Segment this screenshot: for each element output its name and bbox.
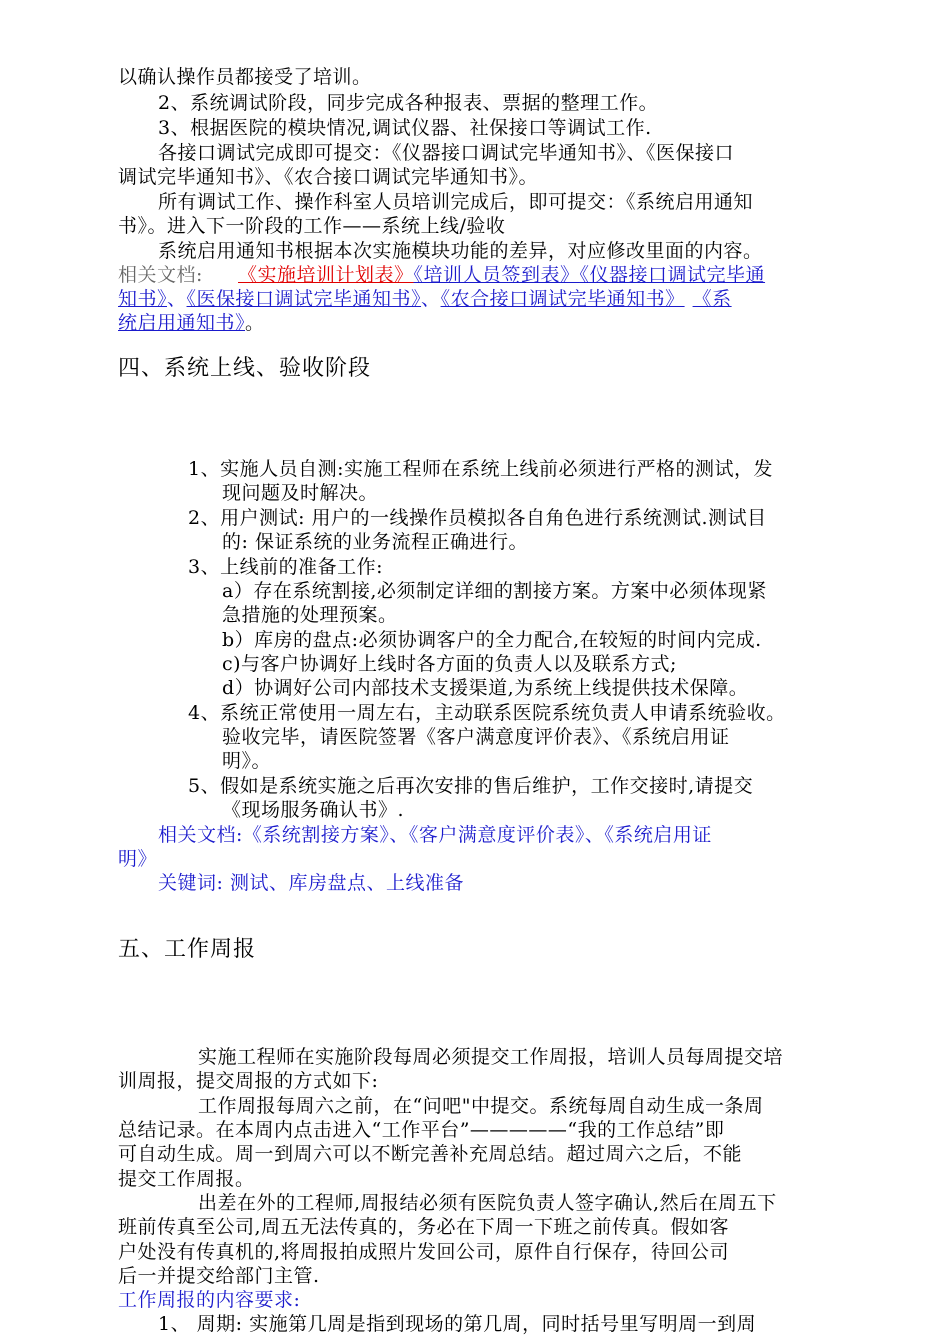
keywords-go-live: 关键词: 测试、库房盘点、上线准备: [158, 872, 464, 894]
paragraph-weekly-2-4: 提交工作周报。: [118, 1168, 255, 1190]
paragraph-weekly-3-2: 班前传真至公司,周五无法传真的，务必在下周一下班之前传真。假如客: [118, 1216, 730, 1238]
list-item-user-test-2: 的: 保证系统的业务流程正确进行。: [222, 531, 528, 553]
period: 。: [245, 312, 265, 334]
sub-item-b: b）库房的盘点:必须协调客户的全力配合,在较短的时间内完成.: [222, 629, 762, 651]
list-item-preparation: 3、上线前的准备工作:: [188, 556, 383, 578]
weekly-requirements-heading: 工作周报的内容要求:: [118, 1289, 301, 1311]
related-docs-line-3: [118, 310, 265, 336]
separator: 、: [421, 288, 441, 310]
paragraph-all-debug-2: 书》。进入下一阶段的工作——系统上线/验收: [118, 215, 506, 237]
list-item-self-test-2: 现问题及时解决。: [222, 482, 379, 504]
paragraph-weekly-1-1: 实施工程师在实施阶段每周必须提交工作周报，培训人员每周提交培: [198, 1046, 784, 1068]
link-training-plan[interactable]: 《实施培训计划表》: [238, 264, 414, 286]
related-docs-go-live-1: 相关文档:《系统割接方案》、《客户满意度评价表》、《系统启用证: [158, 824, 712, 846]
paragraph-interface-submit-1: 各接口调试完成即可提交：《仪器接口调试完毕通知书》、《医保接口: [158, 142, 735, 164]
paragraph-enable-notice: 系统启用通知书根据本次实施模块功能的差异，对应修改里面的内容。: [158, 240, 763, 262]
sub-item-a-2: 急措施的处理预案。: [222, 604, 398, 626]
paragraph-weekly-2-1: 工作周报每周六之前，在“问吧"中提交。系统每周自动生成一条周: [198, 1095, 764, 1117]
paragraph-weekly-3-4: 后一并提交给部门主管.: [118, 1265, 320, 1287]
paragraph-weekly-3-3: 户处没有传真机的,将周报拍成照片发回公司，原件自行保存，待回公司: [118, 1241, 730, 1263]
link-training-signin[interactable]: 《培训人员签到表》: [413, 264, 580, 286]
paragraph-weekly-2-2: 总结记录。在本周内点击进入“工作平台”—————“我的工作总结”即: [118, 1119, 725, 1141]
paragraph-interface-submit-2: 调试完毕通知书》、《农合接口调试完毕通知书》。: [118, 166, 539, 188]
list-item-acceptance-1: 4、系统正常使用一周左右，主动联系医院系统负责人申请系统验收。: [188, 702, 786, 724]
sub-item-d: d）协调好公司内部技术支援渠道,为系统上线提供技术保障。: [222, 677, 749, 699]
list-item-after-sales-1: 5、假如是系统实施之后再次安排的售后维护，工作交接时,请提交: [188, 775, 754, 797]
list-item-after-sales-2: 《现场服务确认书》.: [222, 799, 405, 821]
paragraph-weekly-2-3: 可自动生成。周一到周六可以不断完善补充周总结。超过周六之后，不能: [118, 1143, 743, 1165]
paragraph-all-debug-1: 所有调试工作、操作科室人员培训完成后，即可提交：《系统启用通知: [158, 191, 754, 213]
related-docs-label: 相关文档:: [118, 264, 203, 286]
list-item-self-test-1: 1、实施人员自测:实施工程师在系统上线前必须进行严格的测试，发: [188, 458, 773, 480]
link-system-enable-notice[interactable]: 《系: [692, 288, 732, 310]
link-medical-insurance-notice[interactable]: 《医保接口调试完毕通知书》: [186, 288, 422, 310]
paragraph-debug-stage: 2、系统调试阶段，同步完成各种报表、票据的整理工作。: [158, 92, 659, 114]
related-docs-line-1: [118, 262, 765, 288]
paragraph-module-debug: 3、根据医院的模块情况,调试仪器、社保接口等调试工作.: [158, 117, 652, 139]
paragraph-weekly-1-2: 训周报，提交周报的方式如下:: [118, 1070, 379, 1092]
list-item-acceptance-3: 明》。: [222, 750, 272, 772]
related-docs-line-2: [118, 286, 732, 312]
link-rural-coop-notice[interactable]: 《农合接口调试完毕通知书》: [440, 288, 685, 310]
section-heading-go-live: 四、系统上线、验收阶段: [118, 356, 372, 381]
section-heading-weekly-report: 五、工作周报: [118, 937, 257, 962]
paragraph-training-confirm: 以确认操作员都接受了培训。: [118, 66, 372, 88]
list-item-acceptance-2: 验收完毕，请医院签署《客户满意度评价表》、《系统启用证: [222, 726, 730, 748]
sub-item-a-1: a）存在系统割接,必须制定详细的割接方案。方案中必须体现紧: [222, 580, 767, 602]
paragraph-weekly-3-1: 出差在外的工程师,周报结必须有医院负责人签字确认,然后在周五下: [198, 1192, 777, 1214]
link-instrument-interface-notice-cont[interactable]: 知书》: [118, 288, 168, 310]
list-item-user-test-1: 2、用户测试: 用户的一线操作员模拟各自角色进行系统测试.测试目: [188, 507, 767, 529]
link-system-enable-notice-cont[interactable]: 统启用通知书》: [118, 312, 246, 334]
separator: 、: [167, 288, 187, 310]
requirement-item-period: 1、 周期: 实施第几周是指到现场的第几周，同时括号里写明周一到周: [158, 1313, 757, 1335]
sub-item-c: c)与客户协调好上线时各方面的负责人以及联系方式;: [222, 653, 677, 675]
related-docs-go-live-2: 明》: [118, 848, 158, 870]
link-instrument-interface-notice[interactable]: 《仪器接口调试完毕通: [579, 264, 766, 286]
